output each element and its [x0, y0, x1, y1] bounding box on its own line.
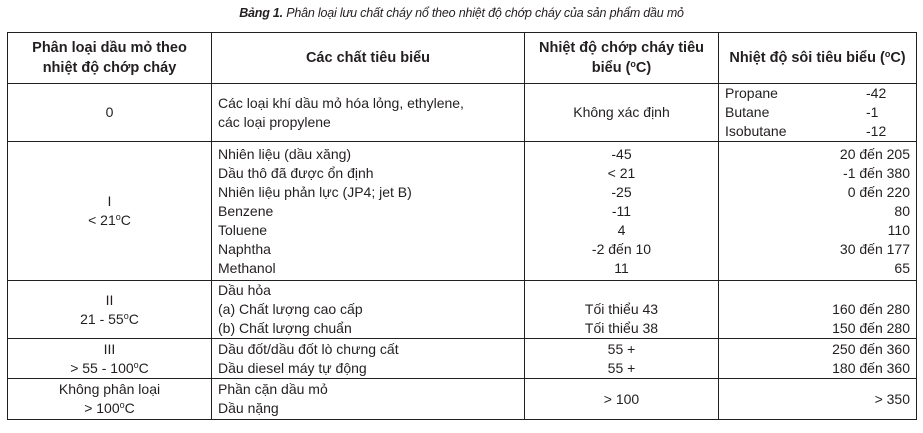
- header-flash-point-text: Nhiệt độ chớp cháy tiêu biểu (: [539, 40, 704, 76]
- flash-cell: [525, 339, 719, 379]
- class-temp: [14, 359, 205, 378]
- class-cell: [8, 379, 212, 420]
- boiling-value: 180 đến 360: [832, 359, 910, 376]
- degree-sup: o: [884, 49, 891, 59]
- boiling-value: 110: [887, 221, 910, 238]
- table-row: [8, 379, 917, 420]
- boiling-cell: [719, 84, 917, 142]
- header-boiling-point-unit: C): [890, 50, 906, 66]
- boiling-value: 30 đến 177: [839, 240, 910, 257]
- flash-cell: [525, 84, 719, 142]
- caption-text: Phân loại lưu chất cháy nổ theo nhiệt độ chớp cháy của sản phẩm dầu mỏ: [286, 6, 684, 20]
- boiling-value: 250 đến 360: [832, 340, 910, 357]
- table-row: [8, 339, 917, 379]
- boiling-cell: [719, 281, 917, 339]
- flash-value: 11: [614, 259, 629, 276]
- substances-cell: [212, 379, 525, 420]
- class-cell: [8, 339, 212, 379]
- class-label: I: [107, 193, 112, 209]
- substance: Benzene: [218, 202, 274, 219]
- boiling-value: 65: [894, 259, 910, 276]
- flash-cell: [525, 142, 719, 281]
- boiling-cell: [719, 379, 917, 420]
- header-boiling-point-text: Nhiệt độ sôi tiêu biểu (: [729, 50, 885, 66]
- degree-sup: o: [119, 400, 125, 410]
- table-row: [8, 84, 917, 142]
- substance: (b) Chất lượng chuẩn: [218, 320, 352, 336]
- boiling-value: [725, 281, 910, 300]
- header-substances: Các chất tiêu biểu: [212, 33, 525, 84]
- degree-sup: o: [115, 212, 121, 222]
- table-caption: [0, 6, 923, 20]
- flash-cell: [525, 379, 719, 420]
- flash-value: 55 +: [607, 359, 636, 376]
- class-temp-value: > 55 - 100: [70, 359, 134, 376]
- header-classification: Phân loại dầu mỏ theo nhiệt độ chớp cháy: [8, 33, 212, 84]
- header-boiling-point: [719, 33, 917, 84]
- boiling-cell: [719, 142, 917, 281]
- boiling-value: 160 đến 280: [832, 301, 910, 317]
- gas-name: Isobutane: [725, 123, 787, 139]
- class-temp: [14, 399, 205, 418]
- flash-cell: [525, 281, 719, 339]
- boiling-value: 80: [894, 202, 910, 219]
- substance: Naphtha: [218, 240, 271, 257]
- substance: Methanol: [218, 259, 276, 276]
- substances-cell: [212, 142, 525, 281]
- gas-boiling: -1: [866, 104, 879, 120]
- boiling-value: > 350: [874, 390, 910, 407]
- flash-value: 4: [617, 221, 626, 238]
- degree-sup: o: [133, 359, 139, 370]
- header-row: [8, 33, 917, 84]
- boiling-pair: [725, 84, 910, 103]
- substances-cell: [212, 84, 525, 142]
- header-flash-point: [525, 33, 719, 84]
- class-temp-value: > 100: [84, 400, 120, 416]
- caption-label: Bảng 1.: [239, 6, 283, 20]
- class-label: II: [105, 291, 114, 308]
- flash-point-table: [7, 32, 917, 420]
- boiling-value: -1 đến 380: [843, 164, 910, 181]
- substance: Dầu hỏa: [218, 282, 271, 298]
- substance: Dầu nặng: [218, 400, 279, 416]
- substance: Dầu đốt/dầu đốt lò chưng cất: [218, 340, 399, 357]
- degree-sup: o: [630, 59, 636, 69]
- class-temp: [14, 310, 205, 329]
- class-label: Không phân loại: [58, 381, 161, 397]
- boiling-value: 150 đến 280: [832, 320, 910, 336]
- flash-value: > 100: [603, 390, 640, 407]
- substance: các loại propylene: [218, 113, 331, 130]
- class-cell: [8, 142, 212, 281]
- class-temp-unit: C: [124, 400, 135, 416]
- class-cell: [8, 84, 212, 142]
- flash-value: Tối thiểu 43: [584, 301, 659, 317]
- header-flash-point-unit: C): [635, 60, 652, 76]
- flash-value: 55 +: [607, 340, 636, 357]
- gas-boiling: -42: [866, 85, 887, 101]
- flash-value: -2 đến 10: [591, 240, 652, 257]
- flash-value: -45: [611, 145, 632, 162]
- flash-value: < 21: [607, 164, 636, 181]
- flash-value: -25: [611, 183, 632, 200]
- boiling-pair: [725, 103, 910, 122]
- substance: Phần cặn dầu mỏ: [218, 381, 328, 397]
- gas-boiling: -12: [866, 123, 887, 139]
- substances-cell: [212, 281, 525, 339]
- gas-name: Propane: [725, 85, 778, 101]
- class-label: III: [103, 340, 116, 357]
- class-temp-value: < 21: [88, 212, 116, 228]
- substance: Dầu thô đã được ổn định: [218, 164, 374, 181]
- class-temp-unit: C: [120, 212, 131, 228]
- substance: Toluene: [218, 221, 268, 238]
- flash-value: [531, 281, 712, 300]
- substance: Các loại khí dầu mỏ hóa lỏng, ethylene,: [218, 94, 464, 111]
- boiling-cell: [719, 339, 917, 379]
- class-temp-value: 21 - 55: [80, 310, 124, 327]
- gas-name: Butane: [725, 104, 770, 120]
- table-row: [8, 281, 917, 339]
- class-temp: [14, 211, 205, 230]
- class-cell: [8, 281, 212, 339]
- substances-cell: [212, 339, 525, 379]
- flash-value: Không xác định: [573, 104, 670, 120]
- class-temp-unit: C: [138, 359, 149, 376]
- flash-value: Tối thiểu 38: [584, 320, 659, 336]
- substance: Nhiên liệu phản lực (JP4; jet B): [218, 183, 412, 200]
- boiling-pair: [725, 122, 910, 141]
- class-temp-unit: C: [128, 310, 139, 327]
- table-row: [8, 142, 917, 281]
- degree-sup: o: [123, 310, 129, 321]
- substance: Nhiên liệu (dầu xăng): [218, 145, 352, 162]
- flash-value: -11: [611, 202, 632, 219]
- boiling-value: 0 đến 220: [847, 183, 910, 200]
- boiling-value: 20 đến 205: [839, 145, 910, 162]
- substance: (a) Chất lượng cao cấp: [218, 301, 363, 317]
- substance: Dầu diesel máy tự động: [218, 359, 367, 376]
- class-label: 0: [105, 104, 114, 120]
